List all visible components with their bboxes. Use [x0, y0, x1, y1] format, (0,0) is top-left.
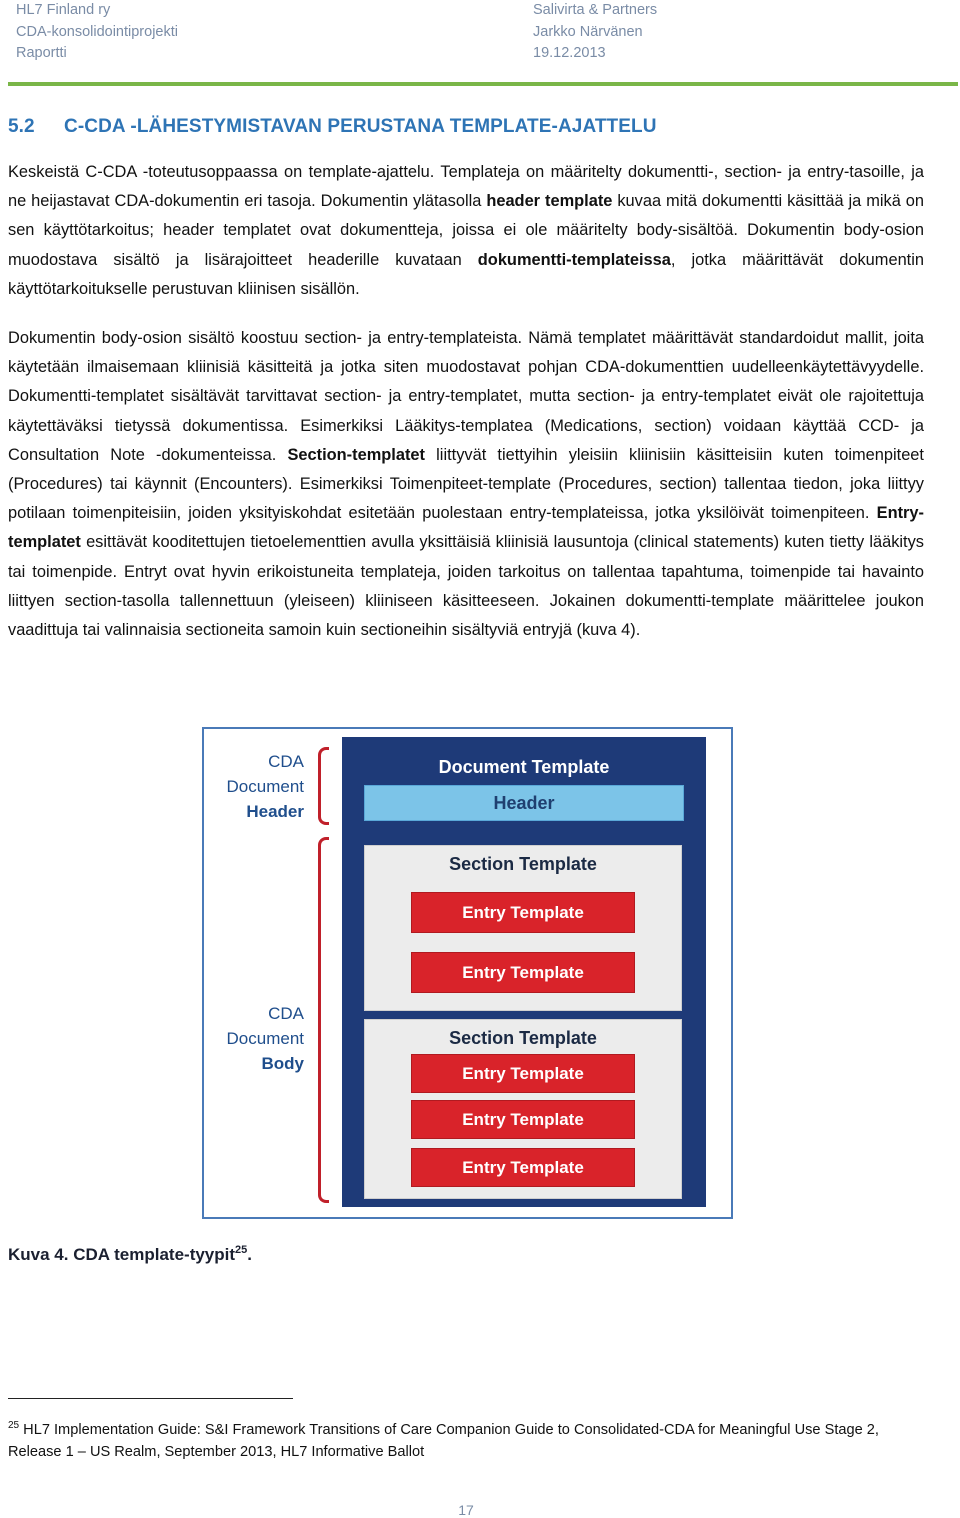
document-template-box — [342, 737, 706, 1207]
cda-template-figure — [202, 727, 733, 1219]
footnote-text: HL7 Implementation Guide: S&I Framework Transitions of Care Companion Guide to Consolidated-CDA for Meaningful Use Stage 2, Release 1 – US Realm, September 2013, HL7 Informative Ballot — [8, 1422, 879, 1460]
running-header-left — [16, 0, 178, 65]
footnote — [8, 1415, 928, 1463]
header-bar: Header — [364, 785, 684, 821]
header-divider — [8, 82, 958, 86]
para1-text-1: Keskeistä C-CDA -toteutusoppaassa on template-ajattelu. Templateja on määritelty dokumentti-, section- ja entry-tasoille, ja ne heijastavat CDA-dokumentin eri tasoja. Dokumentin ylätasolla — [8, 163, 924, 211]
body-brace — [318, 837, 329, 1203]
header-company: Salivirta & Partners — [533, 2, 658, 18]
footnote-separator — [8, 1398, 293, 1399]
header-date: 19.12.2013 — [533, 45, 606, 61]
caption-text: Kuva 4. CDA template-tyypit — [8, 1245, 236, 1264]
entry-template-2-1: Entry Template — [411, 1054, 635, 1093]
paragraph-2 — [8, 324, 924, 645]
entry-template-2-3: Entry Template — [411, 1148, 635, 1187]
para1-text-2: kuvaa mitä dokumentti käsittää ja mikä on sen käyttötarkoitus; header templatet ovat dokumentteja, joissa ei ole määritelty body-sisältöä. Dokumentin body-osion muodostava sisältö ja lisärajoitteet headerille kuvataan — [8, 192, 924, 269]
para1-bold-2: dokumentti-templateissa — [477, 250, 671, 269]
section-heading — [8, 116, 657, 138]
para2-text-1: Dokumentin body-osion sisältö koostuu section- ja entry-templateista. Nämä templatet määrittävät standardoidut mallit, joita käytetään ilmaisemaan kliinisiä käsitteitä ja jotka siten muodostavat pohjan CDA-dokumenttien uudelleenkäytettävyydelle. Dokumentti-templatet sisältävät tarvittavat section- ja entry-templatet, mutta section- ja entry-templatet eivät ole rajoitettuja käytettäväksi tietyssä dokumentissa. Esimerkiksi Lääkitys-templatea (Medications, section) voidaan käyttää CCD- ja Consultation Note -dokumenteissa. — [8, 329, 924, 464]
header-doctype: Raportti — [16, 45, 67, 61]
cda-header-label — [208, 749, 304, 824]
section-template-title-1: Section Template — [449, 854, 597, 874]
header-brace — [318, 747, 329, 825]
para2-bold-1: Section-templatet — [287, 445, 425, 464]
figure-caption — [8, 1244, 252, 1265]
page-number: 17 — [458, 1502, 474, 1518]
entry-template-1-2: Entry Template — [411, 952, 635, 993]
para2-text-3: esittävät kooditettujen tietoelementtien avulla yksittäisiä kliinisiä lausuntoja (clinical statements) kuten tietty lääkitys tai toimenpide. Entryt ovat hyvin erikoistuneita templateja, joiden tarkoitus on tallentaa tapahtuma, toimenpide tai havainto liittyen section-tasolla tallennettuun (yleiseen) kliiniseen käsitteeseen. Jokainen dokumentti-template määrittelee joukon vaadittuja tai valinnaisia sectioneita samoin kuin sectioneihin sisältyviä entryjä (kuva 4). — [8, 533, 924, 640]
section-number: 5.2 — [8, 116, 35, 137]
section-template-title-2: Section Template — [449, 1028, 597, 1048]
entry-template-1-1: Entry Template — [411, 892, 635, 933]
header-author: Jarkko Närvänen — [533, 23, 643, 40]
para1-text-3: , jotka määrittävät dokumentin käyttötarkoitukselle perustuvan kliinisen sisällön. — [8, 250, 924, 298]
header-label-cda: CDA — [268, 752, 304, 771]
body-label-document: Document — [226, 1029, 304, 1048]
cda-body-label — [208, 1001, 304, 1076]
footnote-number: 25 — [8, 1420, 20, 1431]
body-label-body: Body — [261, 1054, 304, 1073]
para1-bold-1: header template — [486, 192, 613, 211]
running-header-right — [533, 0, 657, 65]
paragraph-1 — [8, 158, 924, 304]
header-project: CDA-konsolidointiprojekti — [16, 23, 178, 40]
header-label-header: Header — [246, 802, 304, 821]
entry-template-2-2: Entry Template — [411, 1100, 635, 1139]
header-label-document: Document — [226, 777, 304, 796]
caption-end: . — [247, 1245, 253, 1264]
header-org: HL7 Finland ry — [16, 2, 111, 18]
section-template-box-1 — [364, 845, 682, 1011]
caption-footnote-ref[interactable]: 25 — [235, 1244, 248, 1256]
body-label-cda: CDA — [268, 1004, 304, 1023]
document-template-title: Document Template — [438, 757, 610, 777]
para2-bold-2: Entry-templatet — [8, 504, 924, 552]
section-template-box-2 — [364, 1019, 682, 1199]
section-title: C-CDA -LÄHESTYMISTAVAN PERUSTANA TEMPLATE-AJATTELU — [64, 116, 657, 137]
para2-text-2: liittyvät tiettyihin yleisiin kliinisiin käsitteisiin kuten toimenpiteet (Procedures) tai käynnit (Encounters). Esimerkiksi Toimenpiteet-template (Procedures, section) tallentaa tiedon, joka liittyy potilaan toimenpiteisiin, joiden yksityiskohdat esitetään puolestaan entry-templateissa, jotka yksilöivät toimenpiteen. — [8, 445, 924, 523]
